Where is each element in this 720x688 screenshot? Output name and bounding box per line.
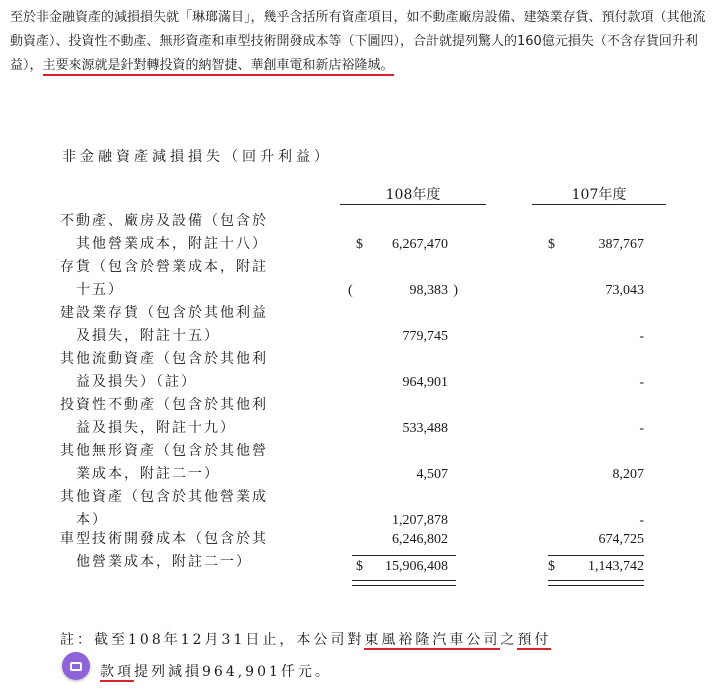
amount: 73,043: [605, 283, 644, 298]
amount: -: [639, 375, 644, 390]
intro-paragraph: [10, 6, 715, 78]
close-paren: ): [453, 283, 458, 298]
note-line2: [60, 656, 700, 688]
scanned-table-image: [0, 100, 720, 686]
table-row: [0, 440, 720, 486]
note-highlight: 東風裕隆汽車公司: [364, 632, 501, 648]
amount: 6,267,470: [392, 237, 448, 252]
row-label-line1: 投資性不動產（包含於其他利: [60, 397, 268, 413]
row-label-line2: 益及損失）（註）: [76, 374, 197, 390]
column-header-rule-108: [340, 204, 486, 205]
currency-sign: $: [548, 237, 555, 252]
window-icon: [70, 662, 82, 671]
row-label: [60, 348, 304, 394]
row-label-line1: 其他資產（包含於其他營業成: [60, 489, 268, 505]
column-header-107: 107年度: [571, 187, 627, 203]
table-row: [0, 486, 720, 532]
currency-sign: $: [356, 237, 363, 252]
total-double-rule-107: [548, 580, 644, 586]
note-text: 提列減損964,901仟元。: [134, 664, 332, 680]
row-label-line2: 他營業成本，附註二一）: [76, 554, 252, 570]
note-text: 之: [500, 632, 518, 648]
amount: 98,383: [409, 283, 448, 298]
currency-sign: $: [548, 559, 555, 574]
column-header-rule-107: [532, 204, 666, 205]
note-highlight: 預付: [517, 632, 552, 648]
total-amount: 1,143,742: [588, 559, 644, 574]
amount: 779,745: [402, 329, 448, 344]
amount: 387,767: [598, 237, 644, 252]
intro-text: 至於非金融資產的減損損失就「琳瑯滿目」，幾乎含括所有資產項目，如不動產廠房設備、建築業存貨、預付款項（其他流動資產）、投資性不動產、無形資產和車型技術開發成本等（下圖四），合計就提列驚人的160億元損失（不含存貨回升利益），: [10, 10, 706, 73]
table-row: [0, 394, 720, 440]
row-label-line1: 建設業存貨（包含於其他利益: [60, 305, 268, 321]
table-row: [0, 302, 720, 348]
note-text: 註：截至108年12月31日止，本公司對: [60, 632, 365, 648]
amount: -: [639, 513, 644, 528]
amount: 533,488: [402, 421, 448, 436]
amount: 964,901: [402, 375, 448, 390]
row-label-line2: 其他營業成本，附註十八）: [76, 236, 268, 252]
intro-highlight: 主要來源就是針對轉投資的納智捷、華創車電和新店裕隆城。: [43, 58, 394, 76]
amount: -: [639, 421, 644, 436]
row-label: [60, 440, 304, 486]
floating-action-button[interactable]: [62, 652, 90, 680]
row-label-line2: 本）: [76, 512, 108, 528]
row-label: [60, 302, 304, 348]
row-label-line1: 車型技術開發成本（包含於其: [60, 531, 268, 547]
amount: -: [639, 329, 644, 344]
currency-sign: $: [356, 559, 363, 574]
table-row: [0, 256, 720, 302]
total-row: [0, 555, 720, 579]
row-label: [60, 256, 304, 302]
table-row: [0, 348, 720, 394]
row-label-line1: 存貨（包含於營業成本，附註: [60, 259, 268, 275]
row-label-line1: 其他無形資產（包含於其他營: [60, 443, 268, 459]
amount: 674,725: [598, 532, 644, 547]
amount: 6,246,802: [392, 532, 448, 547]
amount: 8,207: [612, 467, 644, 482]
row-label: [60, 394, 304, 440]
amount: 1,207,878: [392, 513, 448, 528]
row-label-line2: 及損失，附註十五）: [76, 328, 220, 344]
row-label: [60, 210, 304, 256]
row-label-line2: 十五）: [76, 282, 124, 298]
amount: 4,507: [416, 467, 448, 482]
row-label-line2: 益及損失，附註十九）: [76, 420, 236, 436]
row-label-line1: 其他流動資產（包含於其他利: [60, 351, 268, 367]
row-label: [60, 486, 304, 532]
note-highlight: 款項: [100, 664, 134, 680]
row-label-line1: 不動產、廠房及設備（包含於: [60, 213, 268, 229]
table-row: [0, 210, 720, 256]
open-paren: (: [348, 283, 353, 298]
total-amount: 15,906,408: [385, 559, 448, 574]
total-double-rule-108: [352, 580, 456, 586]
table-title: 非金融資產減損損失（回升利益）: [62, 149, 332, 165]
column-header-108: 108年度: [385, 187, 441, 203]
row-label-line2: 業成本，附註二一）: [76, 466, 220, 482]
table-footnote: [60, 624, 700, 688]
